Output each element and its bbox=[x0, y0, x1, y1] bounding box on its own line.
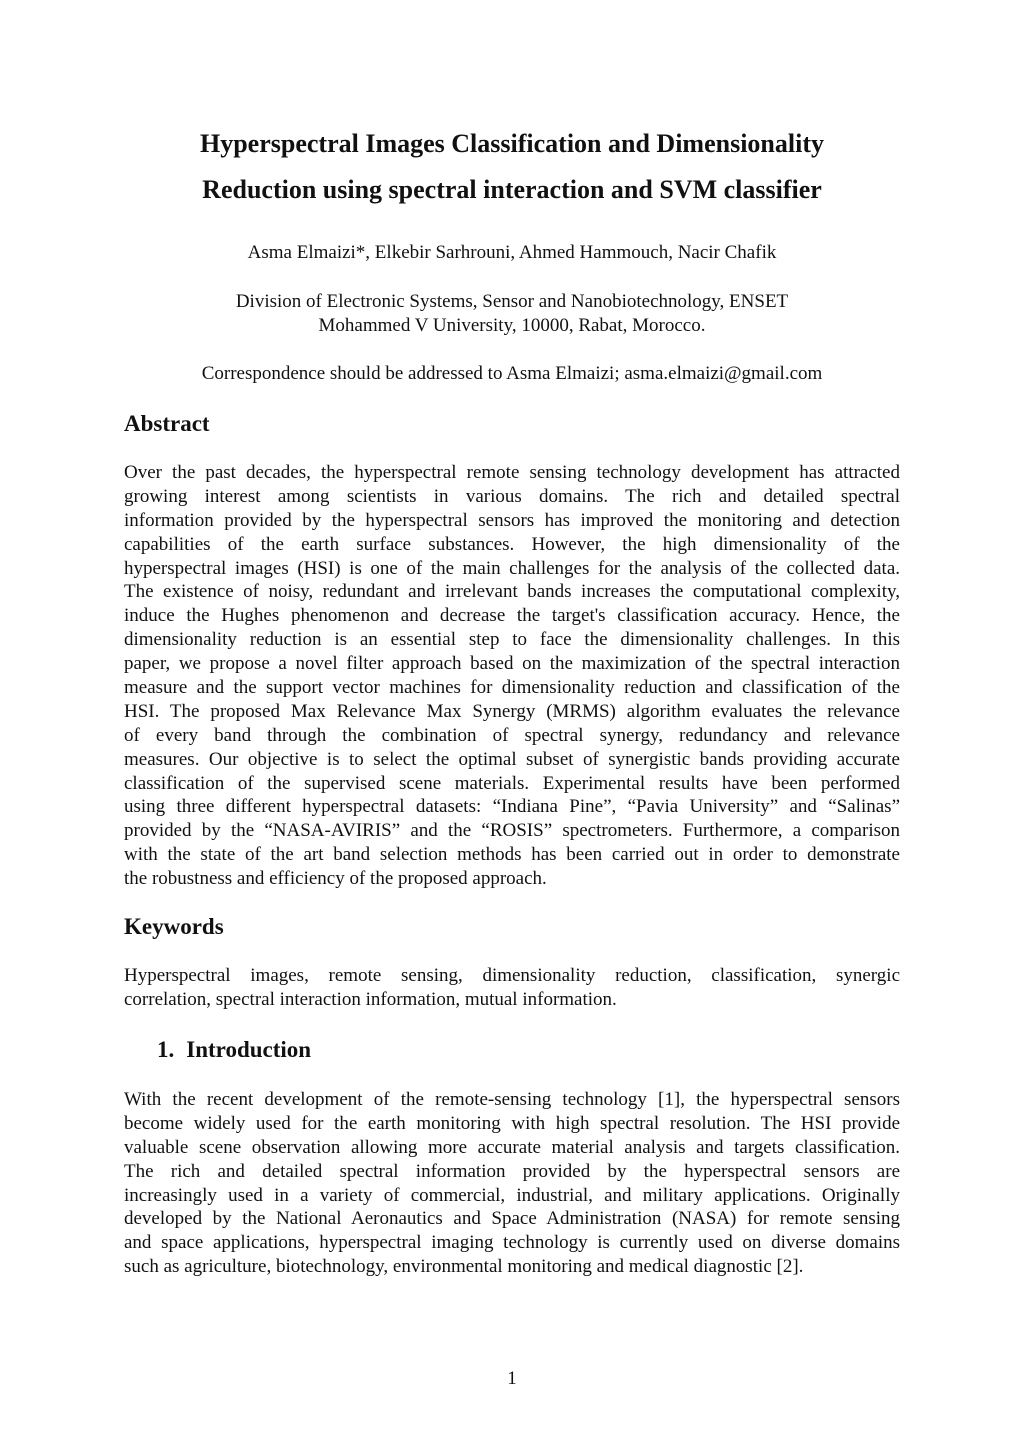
abstract-line: of every band through the combination of spectral synergy, redundancy and relevance bbox=[124, 724, 900, 746]
abstract-line: measures. Our objective is to select the optimal subset of synergistic bands providing accurate bbox=[124, 748, 900, 770]
introduction-line: such as agriculture, biotechnology, environmental monitoring and medical diagnostic [2]. bbox=[124, 1256, 804, 1278]
introduction-line: increasingly used in a variety of commercial, industrial, and military applications. Originally bbox=[124, 1184, 900, 1206]
introduction-line: With the recent development of the remote-sensing technology [1], the hyperspectral sensors bbox=[124, 1089, 900, 1110]
abstract-line: provided by the “NASA-AVIRIS” and the “ROSIS” spectrometers. Furthermore, a comparison bbox=[124, 820, 900, 842]
author-list: Asma Elmaizi*, Elkebir Sarhrouni, Ahmed Hammouch, Nacir Chafik bbox=[247, 242, 777, 263]
keywords-line: correlation, spectral interaction information, mutual information. bbox=[124, 988, 617, 1010]
abstract-line: induce the Hughes phenomenon and decrease the target's classification accuracy. Hence, the bbox=[124, 605, 900, 627]
introduction-line: developed by the National Aeronautics and Space Administration (NASA) for remote sensing bbox=[124, 1208, 900, 1230]
abstract-line: classification of the supervised scene materials. Experimental results have been performed bbox=[124, 772, 900, 794]
correspondence-note: Correspondence should be addressed to Asma Elmaizi; asma.elmaizi@gmail.com bbox=[201, 363, 823, 384]
abstract-line: growing interest among scientists in various domains. The rich and detailed spectral bbox=[124, 485, 900, 507]
affiliation bbox=[124, 290, 900, 338]
introduction-line: The rich and detailed spectral information provided by the hyperspectral sensors are bbox=[124, 1160, 900, 1182]
page-number: 1 bbox=[507, 1368, 517, 1389]
affiliation-line: Mohammed V University, 10000, Rabat, Morocco. bbox=[318, 315, 706, 336]
introduction-heading bbox=[157, 1036, 311, 1064]
introduction-line: and space applications, hyperspectral imaging technology is currently used on diverse domains bbox=[124, 1232, 900, 1254]
abstract-line: with the state of the art band selection methods has been carried out in order to demonstrate bbox=[124, 844, 900, 866]
abstract-line: dimensionality reduction is an essential step to face the dimensionality challenges. In this bbox=[124, 629, 900, 651]
section-title: Introduction bbox=[186, 1037, 312, 1062]
abstract-line: hyperspectral images (HSI) is one of the main challenges for the analysis of the collected data. bbox=[124, 557, 900, 579]
abstract-line: the robustness and efficiency of the proposed approach. bbox=[124, 868, 547, 890]
abstract-line: using three different hyperspectral datasets: “Indiana Pine”, “Pavia University” and “Salinas” bbox=[124, 796, 900, 818]
abstract-line: HSI. The proposed Max Relevance Max Synergy (MRMS) algorithm evaluates the relevance bbox=[124, 700, 900, 722]
keywords-heading: Keywords bbox=[124, 914, 224, 939]
abstract-paragraph bbox=[124, 461, 900, 891]
title-line: Reduction using spectral interaction and SVM classifier bbox=[202, 175, 822, 204]
abstract-line: Over the past decades, the hyperspectral remote sensing technology development has attracted bbox=[124, 462, 900, 483]
introduction-paragraph bbox=[124, 1088, 900, 1279]
title-line: Hyperspectral Images Classification and Dimensionality bbox=[200, 129, 824, 158]
abstract-line: The existence of noisy, redundant and irrelevant bands increases the computational complexity, bbox=[124, 581, 900, 603]
section-number: 1. bbox=[157, 1037, 175, 1062]
keywords-line: Hyperspectral images, remote sensing, dimensionality reduction, classification, synergic bbox=[124, 965, 900, 986]
introduction-line: become widely used for the earth monitoring with high spectral resolution. The HSI provide bbox=[124, 1112, 900, 1134]
affiliation-line: Division of Electronic Systems, Sensor and Nanobiotechnology, ENSET bbox=[235, 291, 789, 312]
paper-title bbox=[124, 121, 900, 213]
introduction-line: valuable scene observation allowing more accurate material analysis and targets classification. bbox=[124, 1136, 900, 1158]
abstract-heading: Abstract bbox=[124, 411, 210, 436]
abstract-line: measure and the support vector machines for dimensionality reduction and classification of the bbox=[124, 677, 900, 699]
abstract-line: paper, we propose a novel filter approach based on the maximization of the spectral interaction bbox=[124, 653, 900, 675]
keywords-paragraph bbox=[124, 964, 900, 1012]
abstract-line: capabilities of the earth surface substances. However, the high dimensionality of the bbox=[124, 533, 900, 555]
abstract-line: information provided by the hyperspectral sensors has improved the monitoring and detection bbox=[124, 509, 900, 531]
